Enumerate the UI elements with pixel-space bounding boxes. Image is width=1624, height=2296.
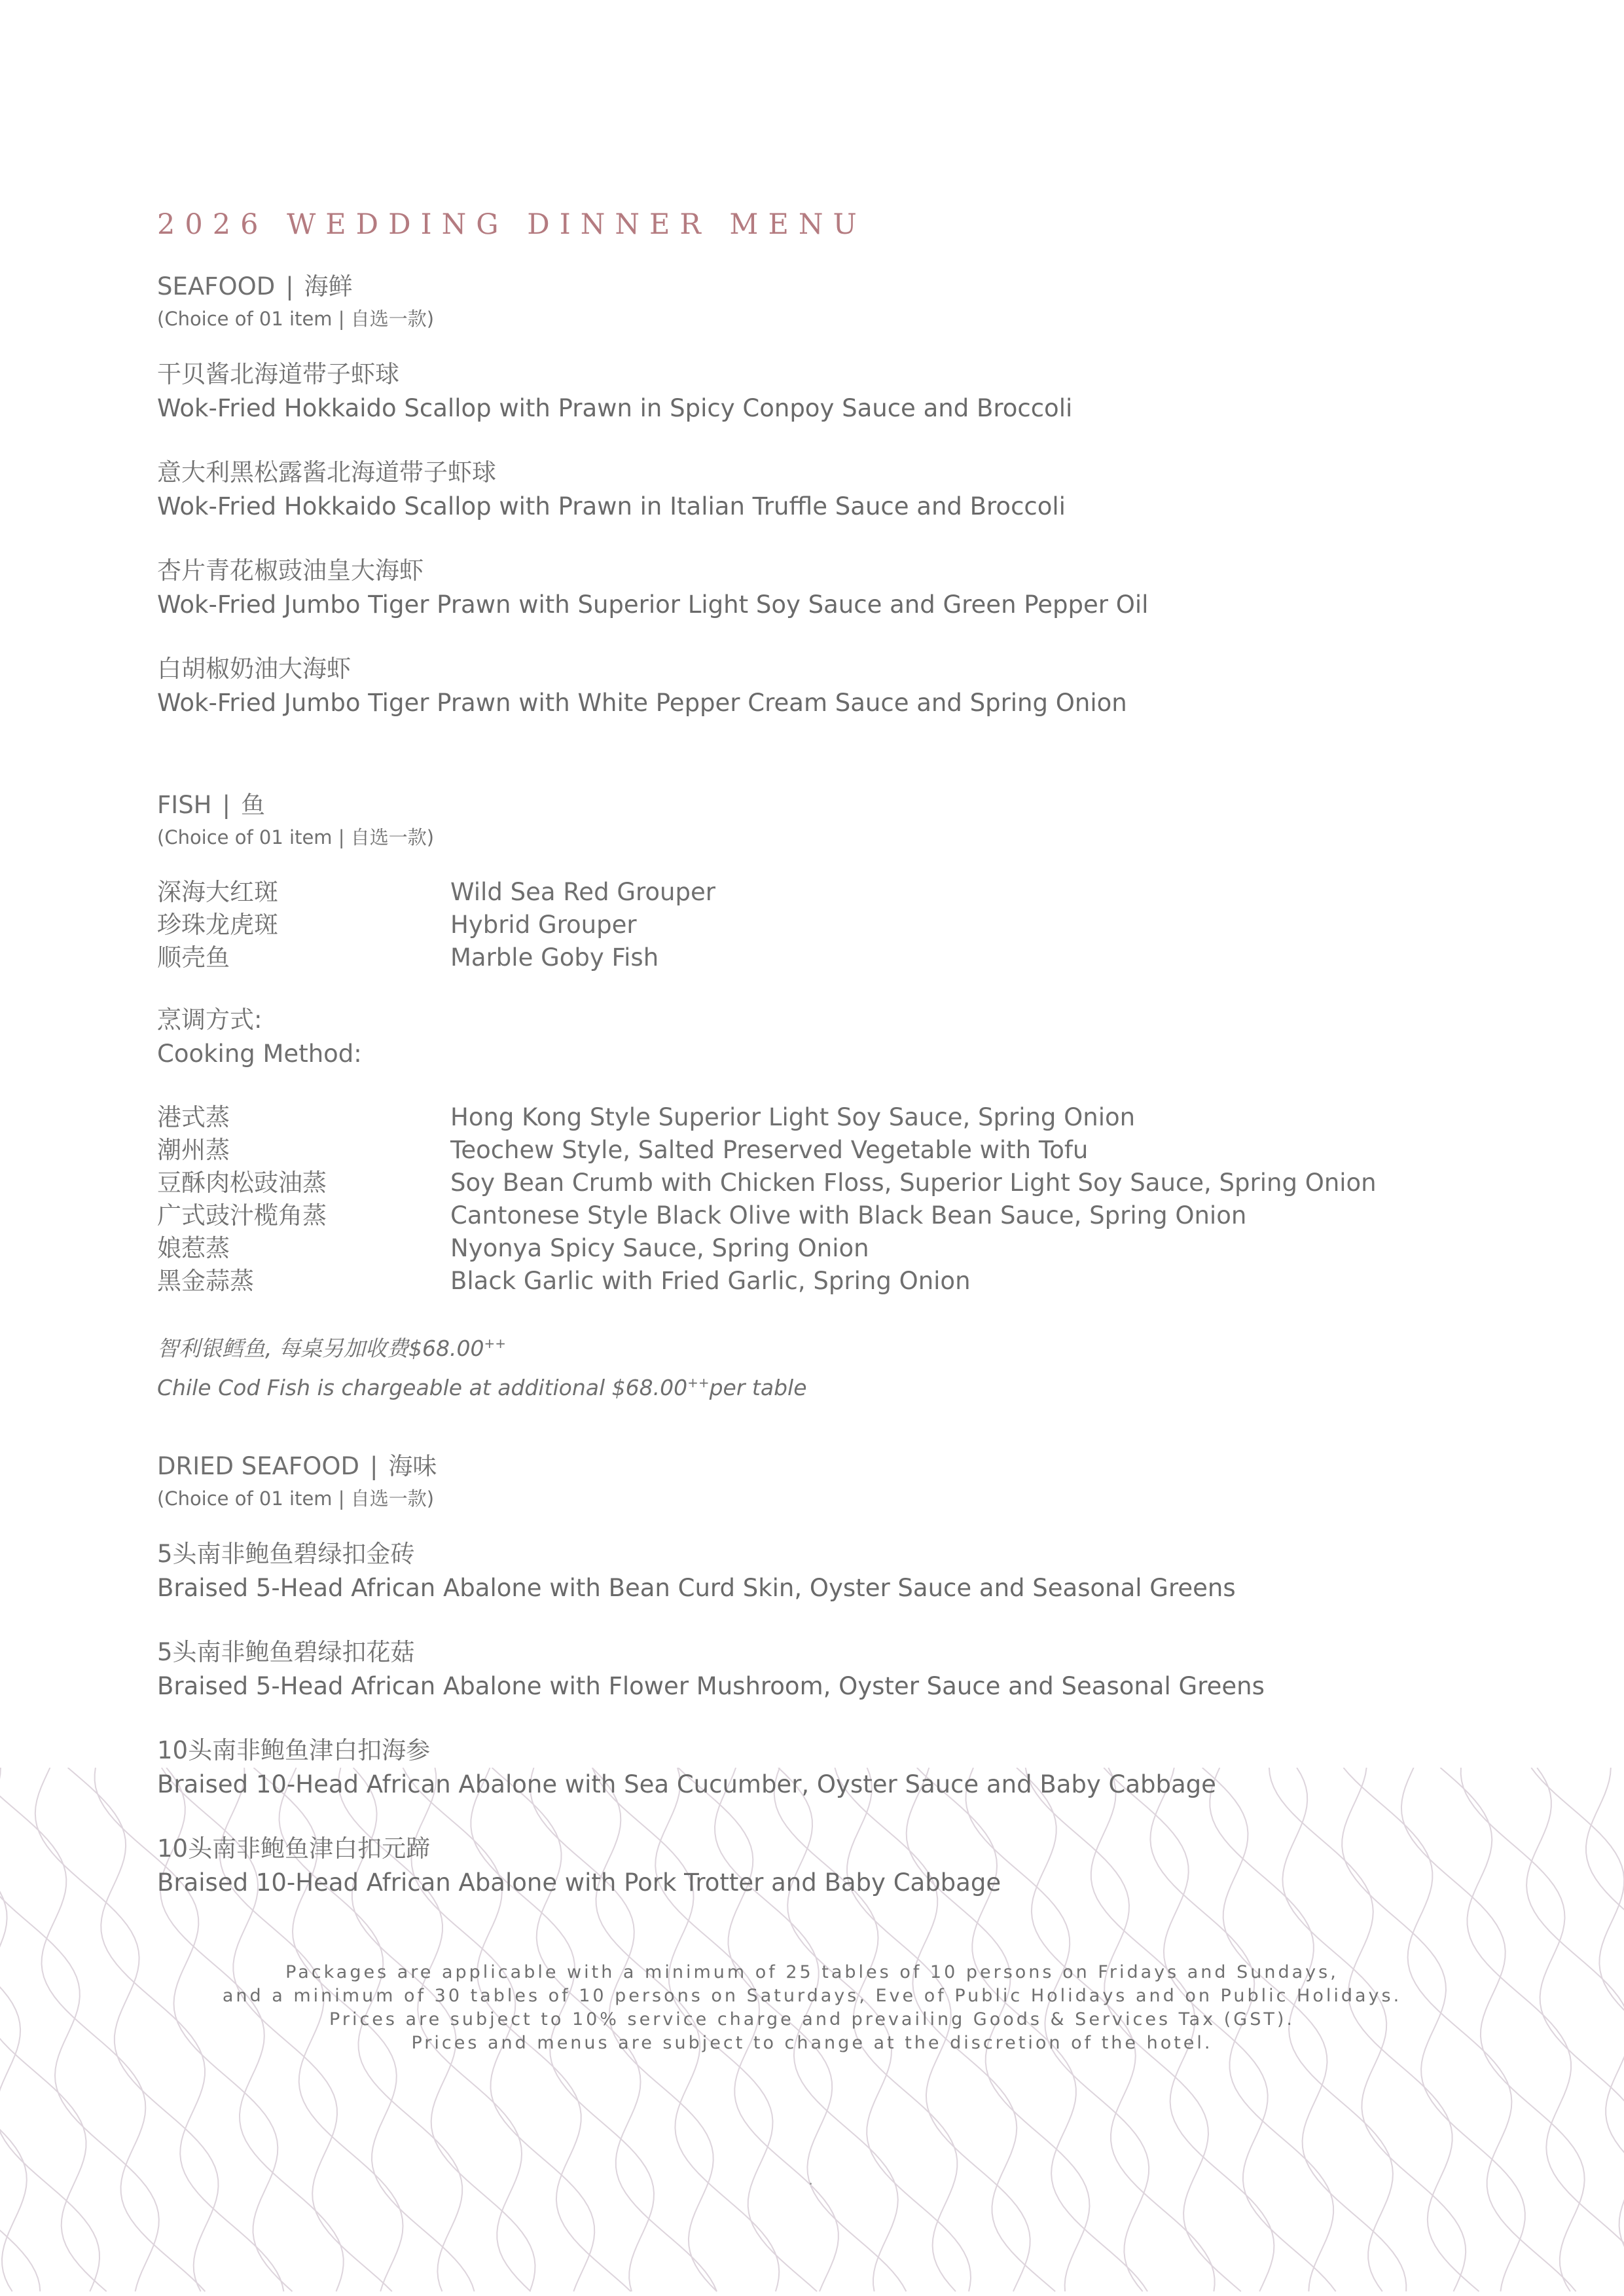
plusplus-mark: ++ [687,1375,710,1391]
method-zh: 豆酥肉松豉油蒸 [157,1169,327,1197]
fish-type-list [157,876,1466,974]
dish-name-en: Wok-Fried Jumbo Tiger Prawn with Superior Light Soy Sauce and Green Pepper Oil [157,591,1149,619]
method-zh: 潮州蒸 [157,1136,230,1164]
terms-line: and a minimum of 30 tables of 10 persons on Saturdays, Eve of Public Holidays and on Public Holidays. [222,1986,1402,2006]
dish-name-zh: 杏片青花椒豉油皇大海虾 [157,556,424,585]
plusplus-mark: ++ [484,1336,506,1351]
terms-line: Packages are applicable with a minimum of 25 tables of 10 persons on Fridays and Sundays, [285,1962,1339,1982]
fish-type-zh: 深海大红斑 [157,878,278,906]
menu-page [157,208,1466,1900]
method-zh: 娘惹蒸 [157,1234,230,1262]
fish-section [157,787,1466,1405]
dish-name-en: Wok-Fried Hokkaido Scallop with Prawn in Italian Truffle Sauce and Broccoli [157,492,1066,520]
page-dot-marker [810,2183,812,2185]
fish-type-zh: 珍珠龙虎斑 [157,911,278,939]
dried-seafood-choice-note: (Choice of 01 item | 自选一款) [157,1487,435,1510]
fish-type-en: Marble Goby Fish [450,943,659,972]
dish-name-zh: 干贝酱北海道带子虾球 [157,360,399,388]
seafood-choice-note: (Choice of 01 item | 自选一款) [157,308,435,330]
heading-separator: | [285,272,294,301]
surcharge-note-en: Chile Cod Fish is chargeable at additional $68.00++per table [157,1375,807,1400]
method-zh: 黑金蒜蒸 [157,1267,254,1295]
fish-choice-note: (Choice of 01 item | 自选一款) [157,826,435,848]
dish-name-en: Braised 10-Head African Abalone with Sea Cucumber, Oyster Sauce and Baby Cabbage [157,1770,1216,1798]
menu-title: 2026 WEDDING DINNER MENU [157,208,867,241]
dish-name-zh: 5头南非鲍鱼碧绿扣金砖 [157,1540,415,1568]
cooking-method-en: Cooking Method: [157,1040,362,1068]
heading-separator: | [222,791,230,819]
dish-name-zh: 10头南非鲍鱼津白扣海参 [157,1736,431,1764]
dish-item [157,357,1466,426]
cooking-method-list [157,1101,1466,1298]
cod-fish-surcharge-note [157,1326,1466,1405]
dish-item [157,554,1466,622]
dish-name-zh: 意大利黑松露酱北海道带子虾球 [157,458,496,486]
dish-name-en: Wok-Fried Hokkaido Scallop with Prawn in Spicy Conpoy Sauce and Broccoli [157,394,1073,422]
method-en: Teochew Style, Salted Preserved Vegetable with Tofu [450,1136,1089,1164]
fish-type-en: Hybrid Grouper [450,911,637,939]
dried-seafood-heading [157,1448,1466,1485]
dried-seafood-section [157,1448,1466,1900]
method-zh: 广式豉汁榄角蒸 [157,1201,327,1230]
dish-name-en: Braised 5-Head African Abalone with Bean Curd Skin, Oyster Sauce and Seasonal Greens [157,1574,1236,1602]
dish-item [157,1832,1466,1900]
method-en: Cantonese Style Black Olive with Black Bean Sauce, Spring Onion [450,1201,1247,1230]
cooking-method-label [157,1003,1466,1071]
method-en: Nyonya Spicy Sauce, Spring Onion [450,1234,869,1262]
surcharge-note-zh: 智利银鳕鱼, 每桌另加收费$68.00++ [157,1336,506,1361]
seafood-heading-en: SEAFOOD [157,272,276,301]
heading-separator: | [369,1452,378,1480]
seafood-section [157,268,1466,720]
dish-name-zh: 10头南非鲍鱼津白扣元蹄 [157,1834,431,1863]
dried-seafood-heading-zh: 海味 [388,1452,437,1480]
dish-item [157,652,1466,720]
terms-line: Prices and menus are subject to change at the discretion of the hotel. [411,2033,1213,2053]
fish-type-en: Wild Sea Red Grouper [450,878,715,906]
dish-item [157,1734,1466,1802]
method-zh: 港式蒸 [157,1103,230,1131]
seafood-heading [157,268,1466,305]
fish-heading-en: FISH [157,791,212,819]
fish-type-zh: 顺壳鱼 [157,943,230,972]
method-en: Soy Bean Crumb with Chicken Floss, Superior Light Soy Sauce, Spring Onion [450,1169,1377,1197]
fish-heading-zh: 鱼 [240,791,265,819]
seafood-heading-zh: 海鲜 [304,272,353,301]
dish-item [157,1635,1466,1704]
dish-item [157,456,1466,524]
dried-seafood-heading-en: DRIED SEAFOOD [157,1452,359,1480]
dish-item [157,1537,1466,1605]
dish-name-en: Braised 5-Head African Abalone with Flower Mushroom, Oyster Sauce and Seasonal Greens [157,1672,1265,1700]
terms-footer [0,1961,1624,2055]
terms-line: Prices are subject to 10% service charge and prevailing Goods & Services Tax (GST). [329,2009,1295,2030]
dish-name-zh: 5头南非鲍鱼碧绿扣花菇 [157,1638,415,1666]
method-en: Black Garlic with Fried Garlic, Spring Onion [450,1267,971,1295]
method-en: Hong Kong Style Superior Light Soy Sauce, Spring Onion [450,1103,1136,1131]
dish-name-zh: 白胡椒奶油大海虾 [157,655,351,683]
dish-name-en: Wok-Fried Jumbo Tiger Prawn with White Pepper Cream Sauce and Spring Onion [157,689,1127,717]
fish-heading [157,787,1466,824]
cooking-method-zh: 烹调方式: [157,1006,262,1034]
dish-name-en: Braised 10-Head African Abalone with Pork Trotter and Baby Cabbage [157,1868,1001,1897]
